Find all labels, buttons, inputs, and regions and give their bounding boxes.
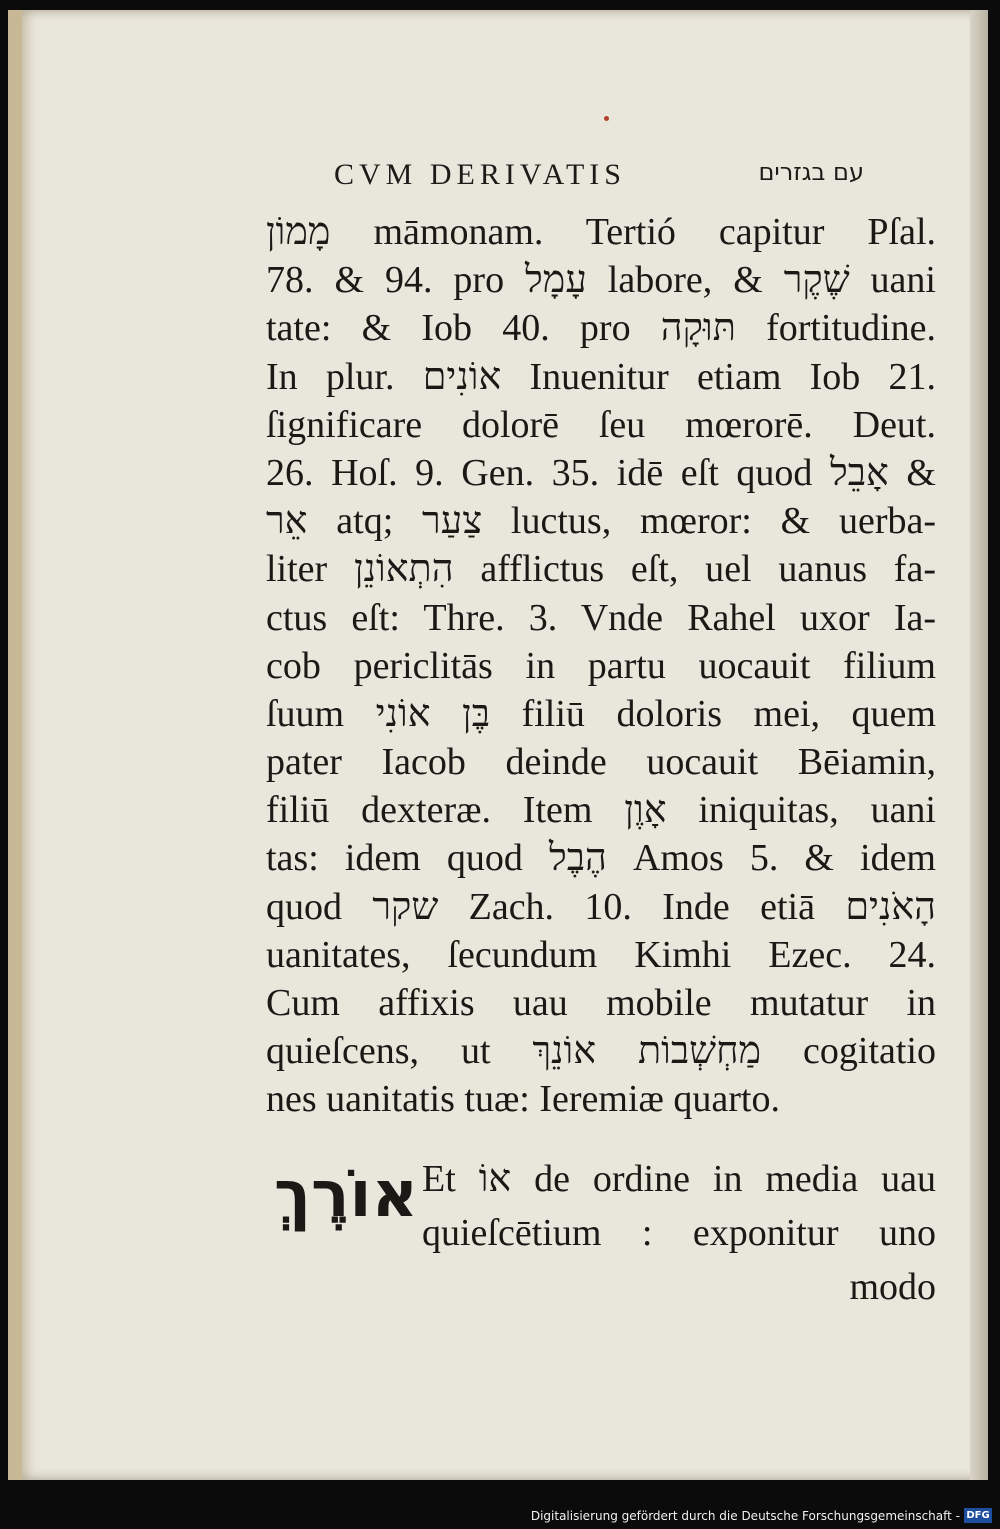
text-line: ſignificare dolorē ſeu mœrorē. Deut. xyxy=(266,403,936,446)
text-line: Cum affixis uau mobile mutatur in xyxy=(266,982,936,1024)
dictionary-entry xyxy=(266,1152,936,1308)
text-line: cob periclitās in partu uocauit filium xyxy=(266,644,936,687)
text-line: pater Iacob deinde uocauit Bēiamin, xyxy=(266,741,936,784)
header-latin: CVM DERIVATIS xyxy=(334,158,626,191)
text-line: מָמוֹן māmonam. Tertió capitur Pſal. xyxy=(266,211,936,253)
text-line: quieſcens, ut מַחְשְׁבוֹת אוֹנֵךְ cogitatio xyxy=(266,1030,936,1073)
text-line: quod שקר Zach. 10. Inde etiā הָאֹנִים xyxy=(266,885,936,928)
text-line: uanitates, ſecundum Kimhi Ezec. 24. xyxy=(266,933,936,976)
text-line: 26. Hoſ. 9. Gen. 35. idē eſt quod אָבֵל & xyxy=(266,451,936,494)
page-gutter xyxy=(970,10,988,1480)
text-line: tate: & Iob 40. pro תּוּקָה fortitudine. xyxy=(266,307,936,350)
text-line: filiū dexteræ. Item אָוֶן iniquitas, uani xyxy=(266,789,936,832)
header-hebrew: עם בגזרים xyxy=(758,158,864,186)
entry-line: modo xyxy=(849,1266,936,1308)
text-line: In plur. אוֹנִים Inuenitur etiam Iob 21. xyxy=(266,355,936,398)
text-line: ctus eſt: Thre. 3. Vnde Rahel uxor Ia- xyxy=(266,596,936,639)
entry-line: Et אוֹ de ordine in media uau xyxy=(422,1158,936,1200)
text-line: liter הִתְאוֹנֵן afflictus eſt, uel uanus fa- xyxy=(266,548,936,591)
entry-text xyxy=(422,1152,936,1314)
text-line: אֵר atq; צַעַר luctus, mœror: & uerba- xyxy=(266,500,936,543)
text-line: tas: idem quod הֶבֶל Amos 5. & idem xyxy=(266,837,936,880)
text-line: ſuum בֶּן אוֹנִי filiū doloris mei, quem xyxy=(266,692,936,735)
dfg-logo: DFG xyxy=(964,1508,992,1523)
ink-mark xyxy=(604,116,609,121)
entry-headword: אוֹרֶךְ xyxy=(274,1158,419,1232)
body-text xyxy=(266,208,936,1124)
digitization-credit: Digitalisierung gefördert durch die Deutsche Forschungsgemeinschaft - xyxy=(530,1509,960,1523)
text-line: nes uanitatis tuæ: Ieremiæ quarto. xyxy=(266,1078,780,1121)
entry-line: quieſcētium : exponitur uno xyxy=(422,1212,936,1254)
running-header xyxy=(324,156,864,200)
text-line: 78. & 94. pro עָמָל labore, & שֶׁקֶר uani xyxy=(266,259,936,302)
